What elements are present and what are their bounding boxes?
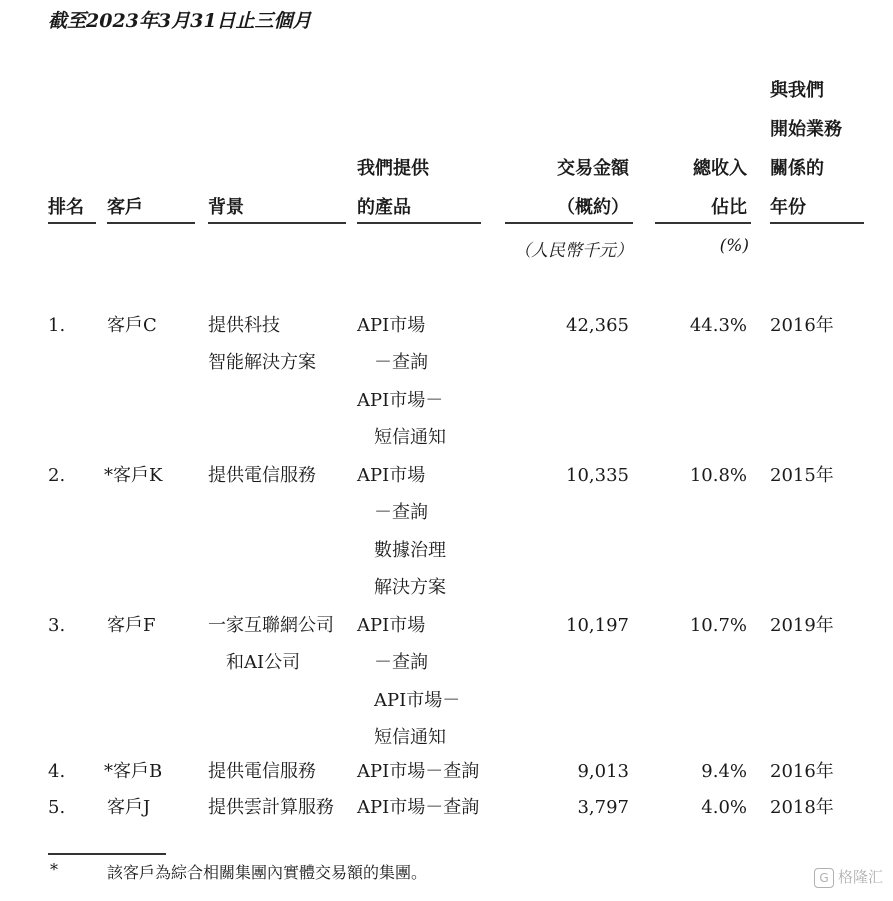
cell-customer: 客戶F [107,615,156,636]
cell-amount: 42,365 [566,315,629,336]
unit-amount: （人民幣千元） [514,241,633,261]
header-products-line1: 我們提供 [357,158,429,179]
cell-product: API市場－ [357,390,444,411]
cell-share: 4.0% [701,797,747,818]
g-logo-icon: G [814,868,834,888]
cell-customer: 客戶J [107,797,151,818]
footnote-rule [48,853,166,855]
cell-year: 2018年 [770,797,834,818]
cell-amount: 3,797 [577,797,629,818]
header-year-line2: 開始業務 [770,119,842,140]
cell-background: 智能解決方案 [208,352,316,373]
header-amount-line2: （概約） [557,197,629,218]
cell-amount: 10,197 [566,615,629,636]
cell-rank: 5. [48,797,66,818]
footnote-text: 該客戶為綜合相關集團內實體交易額的集團。 [107,863,428,882]
cell-background: 和AI公司 [226,652,301,673]
cell-product: API市場－查詢 [357,761,480,782]
page-title: 截至2023年3月31日止三個月 [48,10,312,32]
cell-product: 解決方案 [374,577,446,598]
header-rule-rank [48,222,96,224]
watermark [814,866,883,888]
header-rule-amount [505,222,633,224]
cell-product: API市場－查詢 [357,797,480,818]
cell-year: 2016年 [770,761,834,782]
header-rule-background [208,222,346,224]
cell-year: 2015年 [770,465,834,486]
cell-product: －查詢 [374,502,428,523]
cell-rank: 1. [48,315,66,336]
cell-product: API市場 [357,465,426,486]
cell-customer: 客戶C [107,315,157,336]
cell-amount: 9,013 [577,761,629,782]
header-products-line2: 的產品 [357,197,411,218]
header-rank: 排名 [48,197,84,218]
cell-background: 一家互聯網公司 [208,615,334,636]
header-share-line1: 總收入 [693,158,747,179]
header-amount-line1: 交易金額 [557,158,629,179]
cell-rank: 4. [48,761,66,782]
cell-share: 9.4% [701,761,747,782]
cell-share: 10.8% [689,465,747,486]
header-year-line4: 年份 [770,197,806,218]
cell-share: 10.7% [689,615,747,636]
cell-amount: 10,335 [566,465,629,486]
cell-product: －查詢 [374,652,428,673]
header-background: 背景 [208,197,244,218]
cell-product: －查詢 [374,352,428,373]
header-rule-year [770,222,864,224]
header-rule-share [655,222,751,224]
header-customer: 客戶 [107,197,143,218]
header-share-line2: 佔比 [711,197,747,218]
cell-product: API市場 [357,615,426,636]
cell-share: 44.3% [689,315,747,336]
cell-background: 提供電信服務 [208,465,316,486]
cell-product: API市場 [357,315,426,336]
cell-product: API市場－ [374,690,461,711]
cell-year: 2019年 [770,615,834,636]
cell-background: 提供雲計算服務 [208,797,334,818]
header-year-line1: 與我們 [770,80,824,101]
cell-customer: *客戶K [104,465,163,486]
cell-customer: *客戶B [104,761,163,782]
unit-share: (%) [719,236,749,256]
cell-product: 數據治理 [374,540,446,561]
cell-background: 提供科技 [208,315,280,336]
cell-rank: 2. [48,465,66,486]
cell-rank: 3. [48,615,66,636]
header-rule-products [357,222,481,224]
header-year-line3: 關係的 [770,158,824,179]
watermark-text: 格隆汇 [837,868,883,886]
cell-product: 短信通知 [374,427,446,448]
cell-product: 短信通知 [374,727,446,748]
header-rule-customer [107,222,195,224]
cell-background: 提供電信服務 [208,761,316,782]
cell-year: 2016年 [770,315,834,336]
footnote-marker: * [50,860,58,879]
